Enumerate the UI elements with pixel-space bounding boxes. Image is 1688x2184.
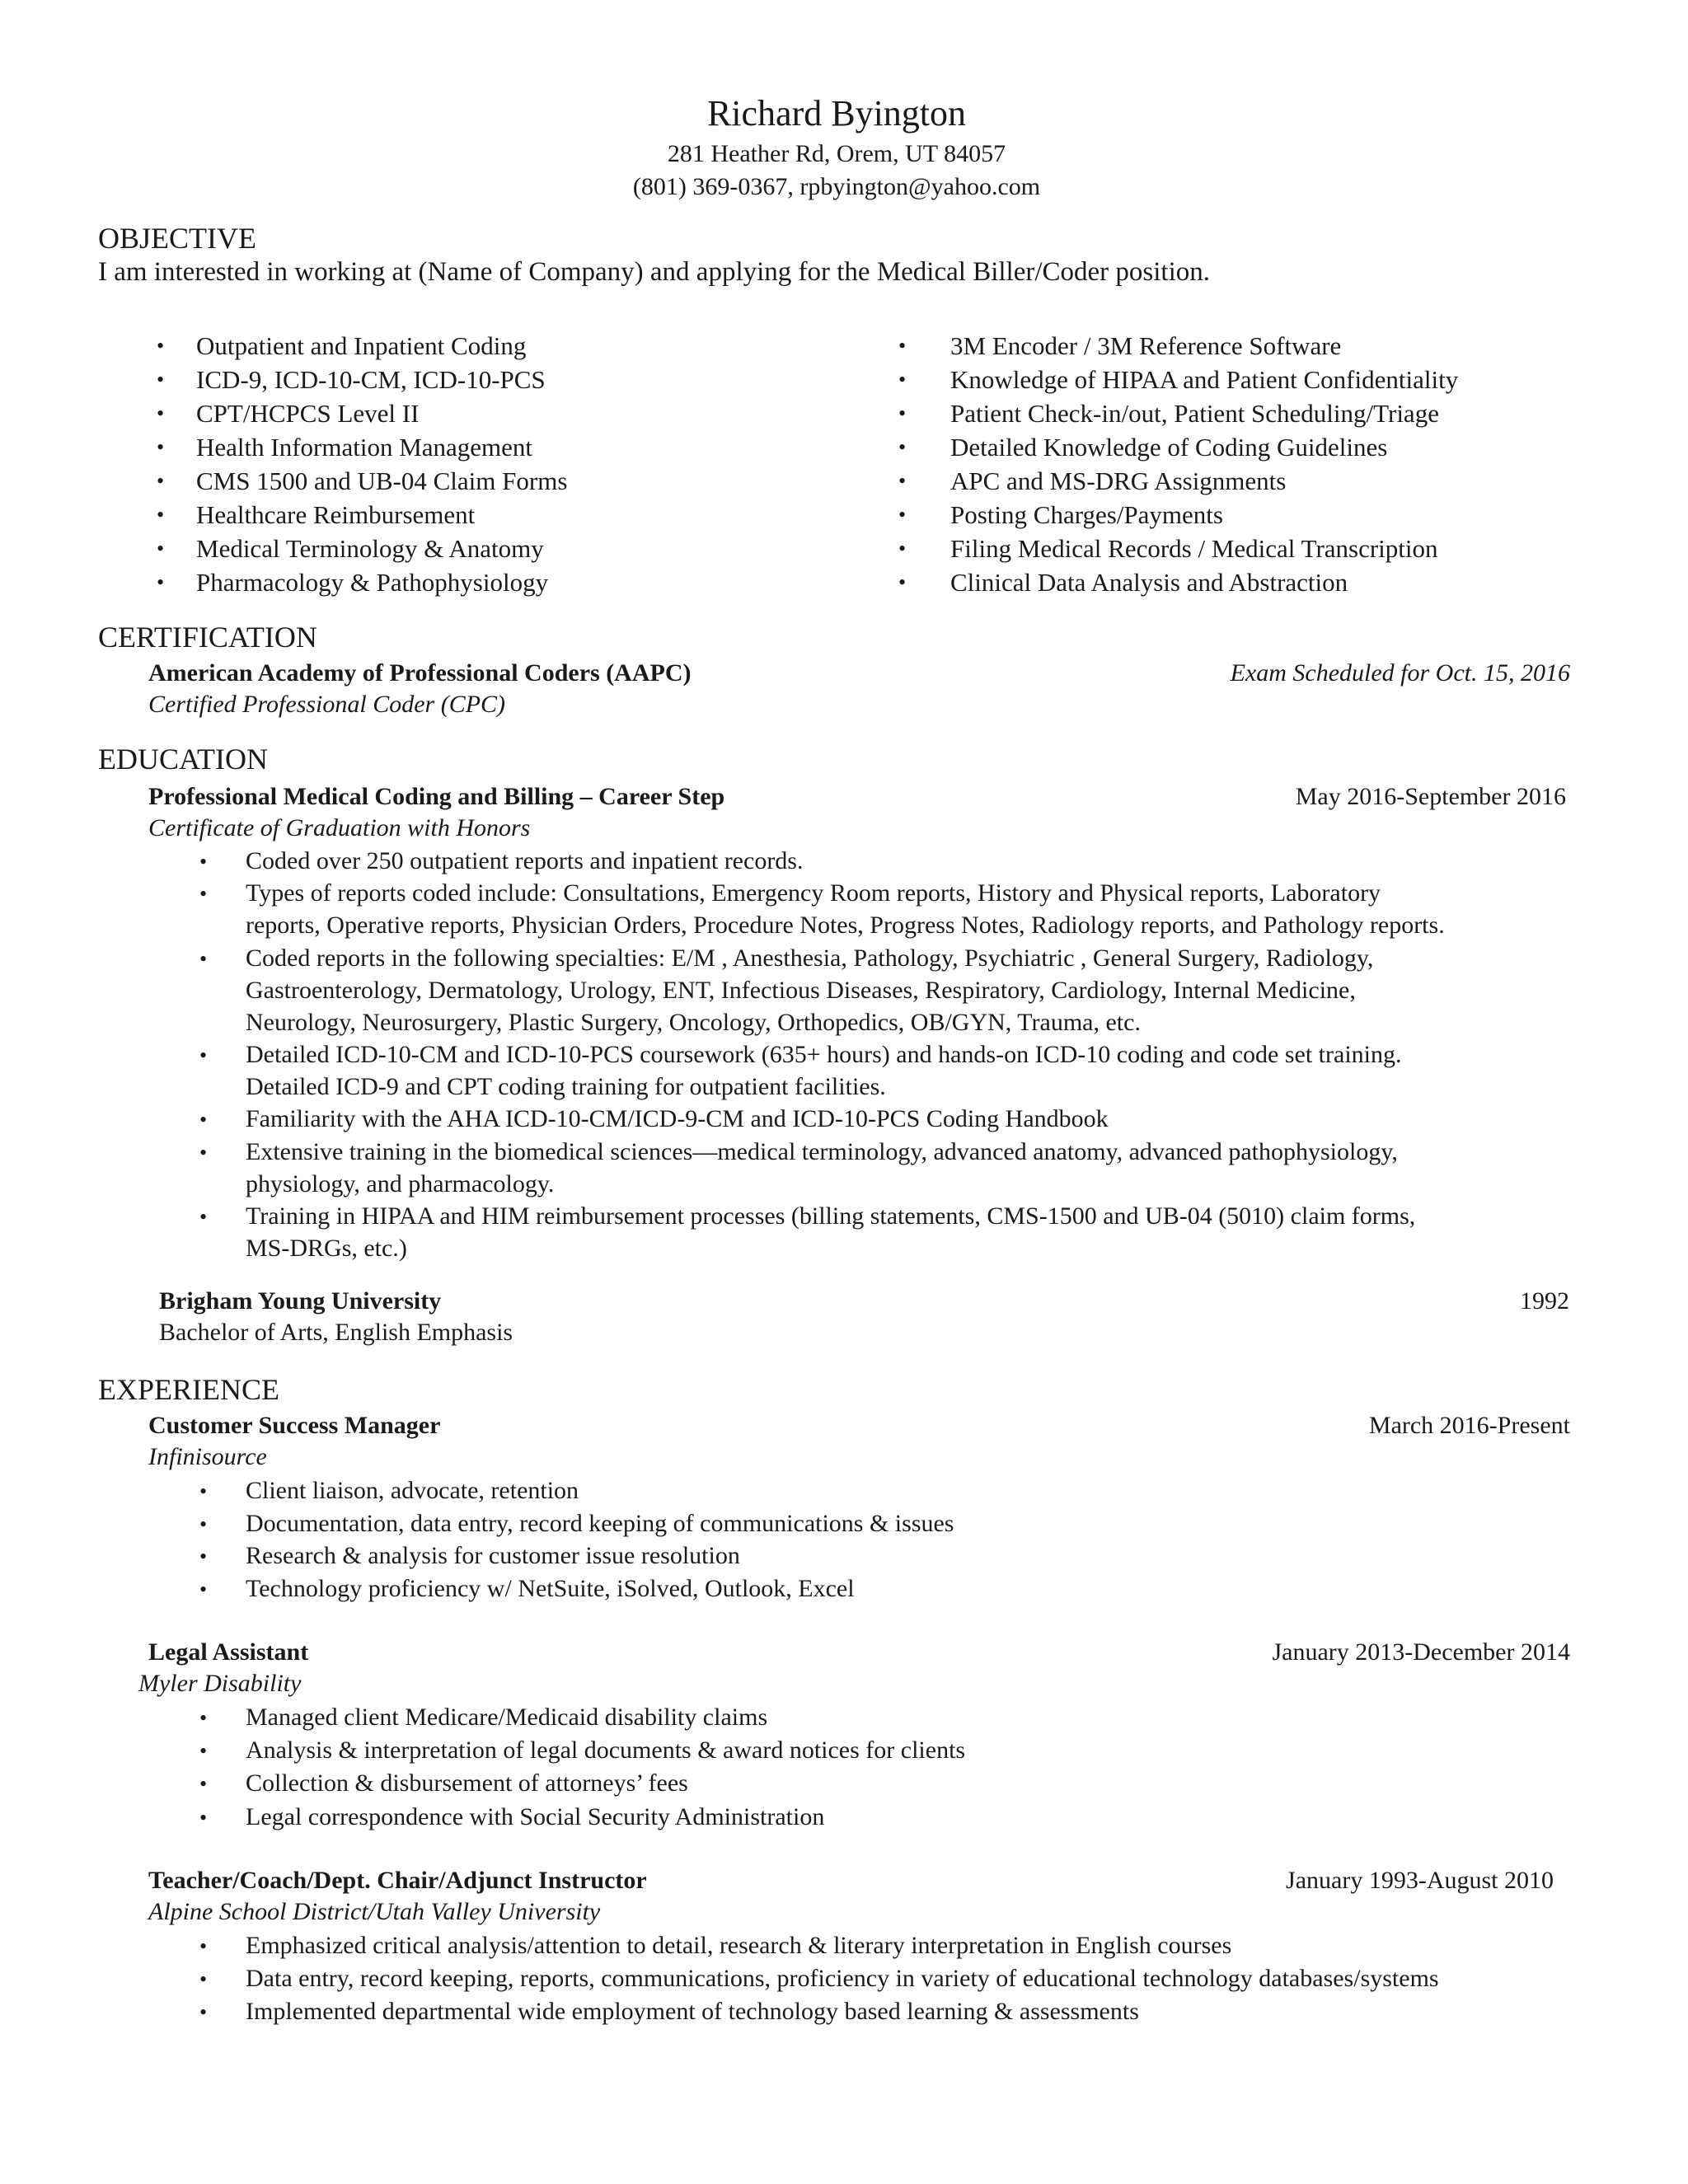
university-year: 1992: [1520, 1287, 1569, 1315]
list-item: Detailed ICD-10-CM and ICD-10-PCS coursework (635+ hours) and hands-on ICD-10 coding and code set training.: [246, 1041, 1402, 1068]
list-item-continued: Gastroenterology, Dermatology, Urology, ENT, Infectious Diseases, Respiratory, Cardiology, Internal Medicine,: [246, 977, 1356, 1004]
university-name: Brigham Young University: [159, 1287, 442, 1315]
bullet-icon: •: [199, 1934, 208, 1958]
bullet-icon: •: [157, 570, 165, 594]
education-program: Professional Medical Coding and Billing – Career Step: [148, 783, 725, 810]
address: 281 Heather Rd, Orem, UT 84057: [667, 140, 1006, 167]
bullet-icon: •: [157, 334, 165, 358]
bullet-icon: •: [898, 435, 907, 459]
bullet-icon: •: [157, 401, 165, 425]
list-item: Training in HIPAA and HIM reimbursement processes (billing statements, CMS-1500 and UB-04 (5010) claim forms,: [246, 1202, 1416, 1230]
skill-item: 3M Encoder / 3M Reference Software: [950, 331, 1342, 360]
list-item: Extensive training in the biomedical sciences—medical terminology, advanced anatomy, advanced pathophysiology,: [246, 1138, 1398, 1165]
bullet-icon: •: [199, 850, 208, 874]
bullet-icon: •: [898, 570, 907, 594]
list-item-continued: reports, Operative reports, Physician Orders, Procedure Notes, Progress Notes, Radiology reports, and Pathology reports.: [246, 912, 1445, 939]
bullet-icon: •: [199, 1739, 208, 1763]
skill-item: Health Information Management: [196, 433, 533, 462]
skill-item: Outpatient and Inpatient Coding: [196, 331, 527, 360]
list-item: Familiarity with the AHA ICD-10-CM/ICD-9-CM and ICD-10-PCS Coding Handbook: [246, 1105, 1109, 1132]
list-item: Legal correspondence with Social Security Administration: [246, 1803, 825, 1830]
list-item: Implemented departmental wide employment of technology based learning & assessments: [246, 1998, 1139, 2025]
bullet-icon: •: [898, 469, 907, 493]
list-item: Collection & disbursement of attorneys’ fees: [246, 1769, 688, 1797]
certification-heading: CERTIFICATION: [98, 621, 317, 654]
bullet-icon: •: [157, 435, 165, 459]
certification-status: Exam Scheduled for Oct. 15, 2016: [1230, 659, 1570, 687]
candidate-name: Richard Byington: [706, 93, 967, 134]
job-company: Myler Disability: [138, 1670, 302, 1697]
skill-item: Patient Check-in/out, Patient Scheduling/Triage: [950, 399, 1439, 428]
skill-item: Detailed Knowledge of Coding Guidelines: [950, 433, 1388, 462]
experience-heading: EXPERIENCE: [98, 1373, 279, 1406]
university-degree: Bachelor of Arts, English Emphasis: [159, 1319, 513, 1346]
list-item-continued: Neurology, Neurosurgery, Plastic Surgery, Oncology, Orthopedics, OB/GYN, Trauma, etc.: [246, 1009, 1141, 1036]
bullet-icon: •: [157, 503, 165, 527]
bullet-icon: •: [199, 947, 208, 971]
list-item: Research & analysis for customer issue resolution: [246, 1542, 740, 1569]
skill-item: Posting Charges/Payments: [950, 500, 1223, 529]
job-dates: March 2016-Present: [1368, 1412, 1570, 1439]
list-item-continued: Detailed ICD-9 and CPT coding training for outpatient facilities.: [246, 1073, 886, 1100]
list-item: Types of reports coded include: Consultations, Emergency Room reports, History and Physical reports, Laboratory: [246, 879, 1381, 907]
bullet-icon: •: [898, 368, 907, 391]
job-company: Infinisource: [148, 1443, 267, 1470]
list-item-continued: physiology, and pharmacology.: [246, 1170, 555, 1197]
list-item: Coded reports in the following specialties: E/M , Anesthesia, Pathology, Psychiatric , General Surgery, Radiology,: [246, 944, 1374, 972]
bullet-icon: •: [199, 2000, 208, 2024]
list-item: Analysis & interpretation of legal documents & award notices for clients: [246, 1736, 966, 1764]
bullet-icon: •: [898, 401, 907, 425]
skill-item: Pharmacology & Pathophysiology: [196, 568, 549, 597]
bullet-icon: •: [898, 537, 907, 560]
list-item: Data entry, record keeping, reports, communications, proficiency in variety of educational technology databases/systems: [246, 1965, 1439, 1992]
bullet-icon: •: [199, 1772, 208, 1796]
education-heading: EDUCATION: [98, 743, 268, 776]
bullet-icon: •: [157, 469, 165, 493]
bullet-icon: •: [199, 882, 208, 906]
bullet-icon: •: [199, 1043, 208, 1067]
bullet-icon: •: [199, 1577, 208, 1601]
certification-title: Certified Professional Coder (CPC): [148, 691, 506, 718]
certification-org: American Academy of Professional Coders (AAPC): [148, 659, 692, 687]
skill-item: ICD-9, ICD-10-CM, ICD-10-PCS: [196, 365, 546, 394]
skill-item: Clinical Data Analysis and Abstraction: [950, 568, 1348, 597]
skill-item: Healthcare Reimbursement: [196, 500, 476, 529]
bullet-icon: •: [199, 1806, 208, 1830]
skill-item: CPT/HCPCS Level II: [196, 399, 420, 428]
bullet-icon: •: [199, 1141, 208, 1165]
bullet-icon: •: [199, 1544, 208, 1568]
list-item: Documentation, data entry, record keeping of communications & issues: [246, 1510, 954, 1537]
bullet-icon: •: [199, 1967, 208, 1991]
bullet-icon: •: [898, 334, 907, 358]
bullet-icon: •: [199, 1205, 208, 1229]
bullet-icon: •: [157, 537, 165, 560]
bullet-icon: •: [199, 1108, 208, 1132]
list-item: Emphasized critical analysis/attention to detail, research & literary interpretation in English courses: [246, 1932, 1232, 1959]
bullet-icon: •: [898, 503, 907, 527]
skill-item: APC and MS-DRG Assignments: [950, 466, 1287, 495]
skill-item: CMS 1500 and UB-04 Claim Forms: [196, 466, 568, 495]
education-program-dates: May 2016-September 2016: [1295, 783, 1566, 810]
bullet-icon: •: [199, 1706, 208, 1730]
list-item: Managed client Medicare/Medicaid disability claims: [246, 1704, 768, 1731]
job-company: Alpine School District/Utah Valley University: [148, 1898, 601, 1925]
job-dates: January 1993-August 2010: [1286, 1867, 1554, 1894]
list-item: Client liaison, advocate, retention: [246, 1477, 579, 1504]
contact-info: (801) 369-0367, rpbyington@yahoo.com: [632, 173, 1041, 200]
job-title: Legal Assistant: [148, 1638, 309, 1666]
bullet-icon: •: [199, 1479, 208, 1503]
bullet-icon: •: [199, 1512, 208, 1536]
job-title: Teacher/Coach/Dept. Chair/Adjunct Instructor: [148, 1867, 647, 1894]
education-program-award: Certificate of Graduation with Honors: [148, 814, 531, 841]
list-item: Coded over 250 outpatient reports and inpatient records.: [246, 847, 804, 874]
skill-item: Filing Medical Records / Medical Transcription: [950, 534, 1438, 563]
skill-item: Knowledge of HIPAA and Patient Confidentiality: [950, 365, 1459, 394]
bullet-icon: •: [157, 368, 165, 391]
list-item: Technology proficiency w/ NetSuite, iSolved, Outlook, Excel: [246, 1575, 855, 1602]
list-item-continued: MS-DRGs, etc.): [246, 1235, 407, 1262]
objective-heading: OBJECTIVE: [98, 222, 256, 255]
job-title: Customer Success Manager: [148, 1412, 441, 1439]
job-dates: January 2013-December 2014: [1272, 1638, 1570, 1666]
objective-text: I am interested in working at (Name of Company) and applying for the Medical Biller/Coder position.: [98, 257, 1211, 287]
skill-item: Medical Terminology & Anatomy: [196, 534, 544, 563]
